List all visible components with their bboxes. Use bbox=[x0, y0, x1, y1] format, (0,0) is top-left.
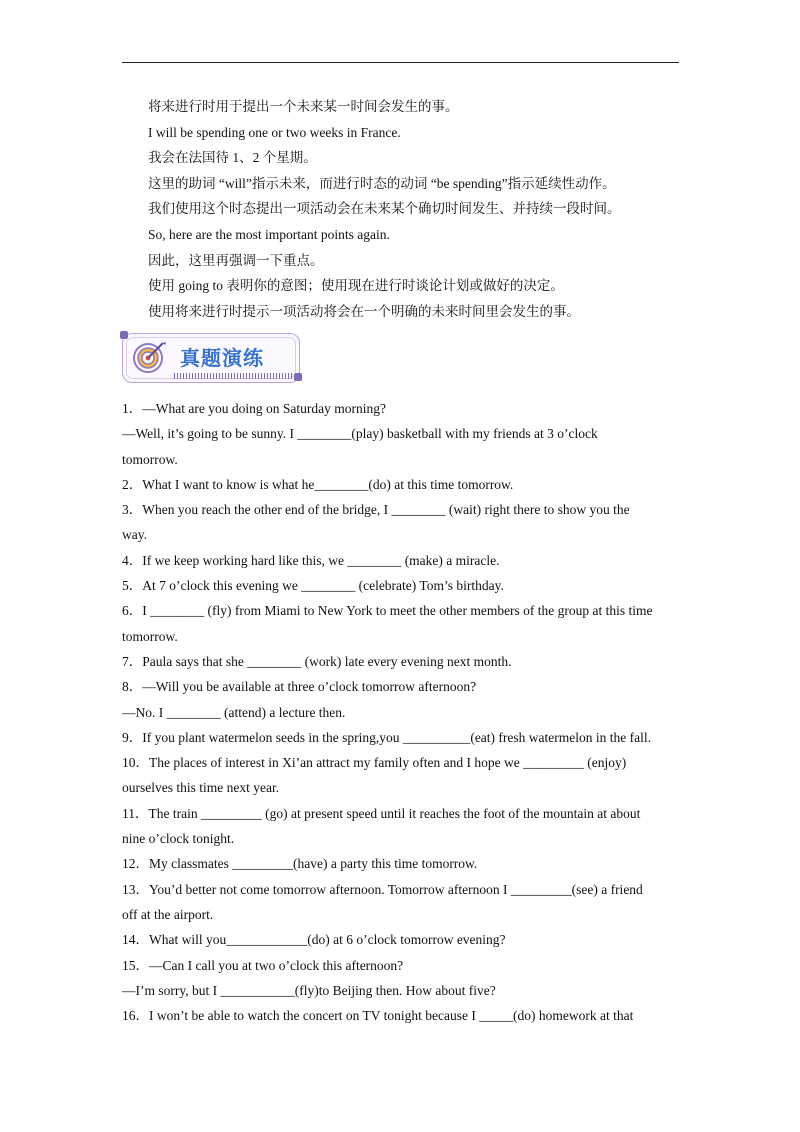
intro-line: I will be spending one or two weeks in France. bbox=[148, 124, 401, 140]
badge-corner bbox=[120, 331, 128, 339]
exercise-line: tomorrow. bbox=[122, 451, 178, 467]
badge-title: 真题演练 bbox=[180, 346, 264, 370]
intro-line: So, here are the most important points again. bbox=[148, 226, 390, 242]
section-badge bbox=[122, 333, 300, 387]
exercise-line: way. bbox=[122, 527, 147, 543]
exercise-line: 9．If you plant watermelon seeds in the spring,you __________(eat) fresh watermelon in the fall. bbox=[122, 729, 651, 745]
exercise-line: 5．At 7 o’clock this evening we ________ (celebrate) Tom’s birthday. bbox=[122, 578, 504, 594]
exercise-list bbox=[122, 396, 682, 1028]
intro-line: 我会在法国待 1、2 个星期。 bbox=[148, 150, 317, 166]
intro-line: 将来进行时用于提出一个未来某一时间会发生的事。 bbox=[148, 99, 459, 114]
exercise-line: nine o’clock tonight. bbox=[122, 831, 235, 847]
exercise-line: 11．The train _________ (go) at present speed until it reaches the foot of the mountain at about bbox=[122, 805, 641, 821]
badge-decoration bbox=[174, 373, 292, 379]
exercise-line: tomorrow. bbox=[122, 628, 178, 644]
exercise-line: 13．You’d better not come tomorrow afternoon. Tomorrow afternoon I _________(see) a friend bbox=[122, 881, 643, 897]
header-rule bbox=[122, 62, 679, 63]
exercise-line: 2．What I want to know is what he________(do) at this time tomorrow. bbox=[122, 476, 514, 492]
exercise-line: —I’m sorry, but I ___________(fly)to Beijing then. How about five? bbox=[122, 982, 496, 998]
exercise-line: —Well, it’s going to be sunny. I ________(play) basketball with my friends at 3 o’clock bbox=[122, 426, 598, 442]
intro-line: 我们使用这个时态提出一项活动会在未来某个确切时间发生、并持续一段时间。 bbox=[148, 201, 621, 217]
exercise-line: 7．Paula says that she ________ (work) late every evening next month. bbox=[122, 653, 512, 669]
exercise-line: 14．What will you____________(do) at 6 o’clock tomorrow evening? bbox=[122, 932, 506, 948]
exercise-line: 8．—Will you be available at three o’clock tomorrow afternoon? bbox=[122, 679, 477, 695]
exercise-line: 3．When you reach the other end of the bridge, I ________ (wait) right there to show you the bbox=[122, 502, 630, 518]
exercise-line: 12．My classmates _________(have) a party this time tomorrow. bbox=[122, 856, 478, 872]
exercise-line: ourselves this time next year. bbox=[122, 780, 280, 796]
exercise-line: 1．—What are you doing on Saturday morning? bbox=[122, 401, 386, 416]
badge-corner bbox=[294, 373, 302, 381]
exercise-line: 15．—Can I call you at two o’clock this afternoon? bbox=[122, 957, 404, 973]
intro-paragraphs bbox=[148, 94, 708, 324]
exercise-line: 6．I ________ (fly) from Miami to New York to meet the other members of the group at this time bbox=[122, 603, 653, 619]
exercise-line: 10．The places of interest in Xi’an attract my family often and I hope we _________ (enjoy) bbox=[122, 755, 627, 771]
target-icon bbox=[132, 339, 168, 375]
intro-line: 这里的助词 “will”指示未来，而进行时态的动词 “be spending”指示延续性动作。 bbox=[148, 175, 616, 191]
exercise-line: 4．If we keep working hard like this, we ________ (make) a miracle. bbox=[122, 552, 500, 568]
exercise-line: off at the airport. bbox=[122, 906, 214, 922]
intro-line: 使用 going to 表明你的意图；使用现在进行时谈论计划或做好的决定。 bbox=[148, 278, 564, 294]
intro-line: 因此，这里再强调一下重点。 bbox=[148, 252, 324, 268]
exercise-line: —No. I ________ (attend) a lecture then. bbox=[122, 704, 346, 720]
exercise-line: 16．I won’t be able to watch the concert on TV tonight because I _____(do) homework at that bbox=[122, 1008, 634, 1024]
intro-line: 使用将来进行时提示一项活动将会在一个明确的未来时间里会发生的事。 bbox=[148, 303, 580, 319]
